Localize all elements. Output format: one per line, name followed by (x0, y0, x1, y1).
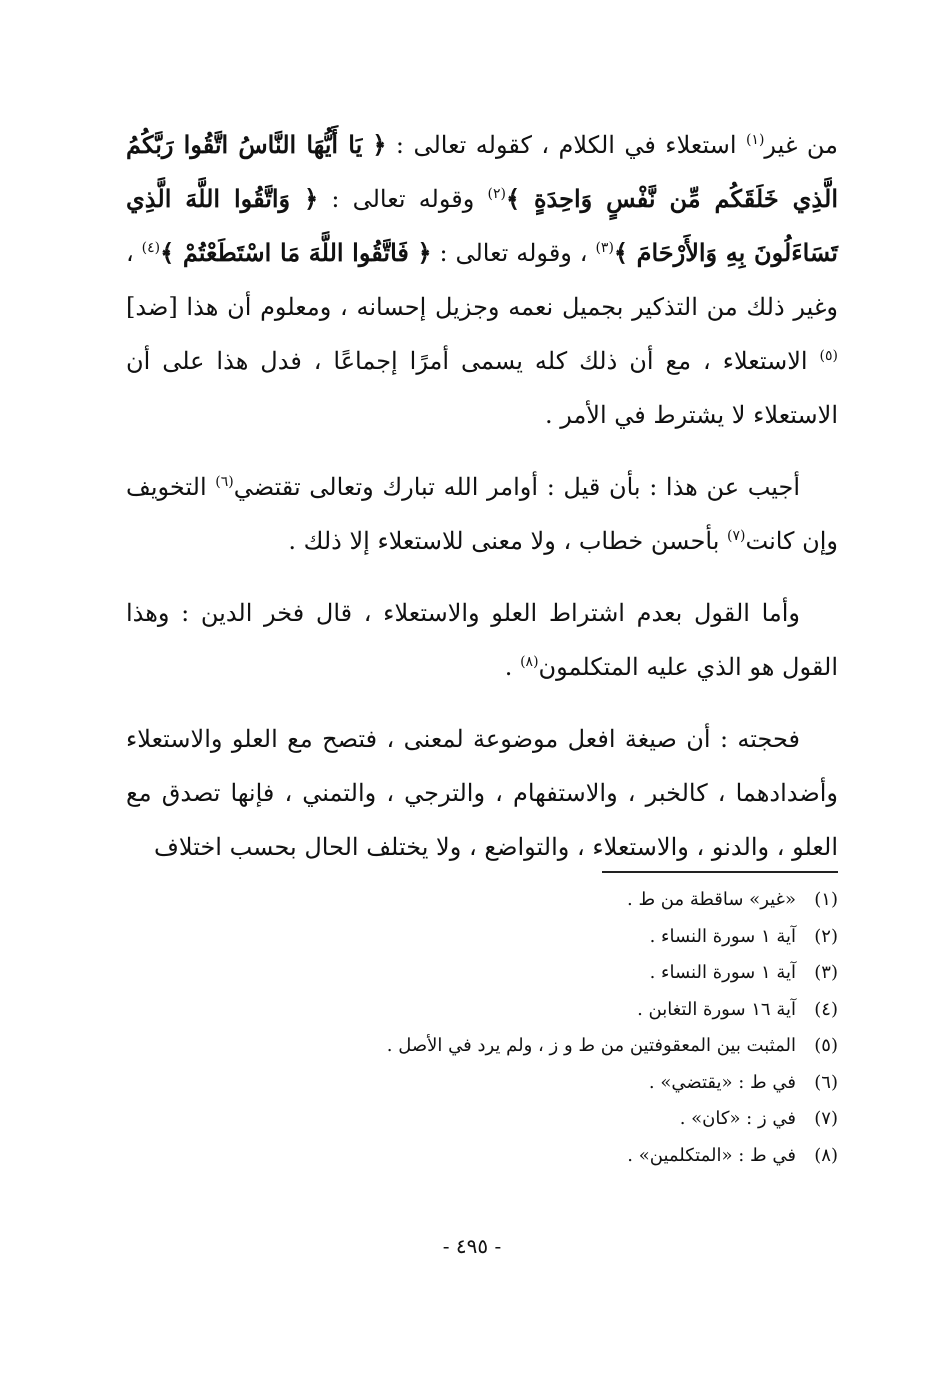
text-segment: الاستعلاء ، مع أن ذلك كله يسمى أمرًا إجماعًا ، فدل هذا على أن الاستعلاء لا يشترط في الأمر . (126, 347, 838, 429)
footnote-text: في ط : «يقتضي» . (648, 1071, 796, 1093)
footnote-number: (٣) (814, 962, 838, 983)
footnote-text: آية ١ سورة النساء . (649, 962, 796, 983)
text-segment: وأما القول بعدم اشتراط العلو والاستعلاء ، قال فخر الدين : وهذا القول هو الذي عليه المتكلمون (126, 599, 838, 681)
text-segment: التخويف وإن كانت (126, 473, 838, 555)
footnote-ref: (٥) (819, 348, 838, 364)
page-number: - ٤٩٥ - (442, 1234, 502, 1258)
text-segment: ، وقوله تعالى : (431, 239, 596, 267)
footnote-separator (602, 871, 838, 873)
footnote-item (138, 1065, 838, 1102)
footnote-number: (٧) (814, 1108, 838, 1129)
main-text (126, 118, 838, 892)
paragraph (126, 586, 838, 694)
footnote-text: آية ١٦ سورة التغابن . (637, 998, 796, 1020)
footnote-number: (٥) (814, 1035, 838, 1056)
text-segment: ، وغير ذلك من التذكير بجميل نعمه وجزيل إحسانه ، ومعلوم أن هذا [ضد] (126, 239, 838, 321)
footnote-item (138, 919, 838, 956)
footnote-ref: (٣) (595, 240, 614, 256)
footnote-ref: (٤) (141, 240, 161, 256)
quran-verse: ﴿ يَا أَيُّهَا النَّاسُ اتَّقُوا رَبَّكُمُ الَّذِي خَلَقَكُم مِّن نَّفْسٍ وَاحِدَةٍ ﴾ (126, 130, 838, 213)
text-segment: فحجته : أن صيغة افعل موضوعة لمعنى ، فتصح مع العلو والاستعلاء وأضدادهما ، كالخبر ، والاستفهام ، والترجي ، والتمني ، فإنها تصدق مع العلو ، والدنو ، والاستعلاء ، والتواضع ، ولا يختلف الحال بحسب اختلاف (126, 725, 838, 861)
paragraph (126, 712, 838, 874)
footnote-ref: (٦) (215, 474, 234, 490)
footnote-number: (٦) (814, 1071, 838, 1093)
footnotes-list (138, 882, 838, 1174)
text-segment: أجيب عن هذا : بأن قيل : أوامر الله تبارك وتعالى تقتضي (233, 473, 801, 501)
text-segment: . (504, 653, 521, 681)
text-segment: بأحسن خطاب ، ولا معنى للاستعلاء إلا ذلك . (288, 527, 728, 555)
footnote-item (138, 1028, 838, 1065)
footnote-ref: (٧) (727, 528, 746, 544)
footnote-item (138, 1138, 838, 1175)
footnote-number: (٢) (814, 925, 838, 947)
footnote-text: «غير» ساقطة من ط . (627, 889, 796, 910)
footnote-item (138, 992, 838, 1029)
text-segment: من غير (764, 131, 839, 159)
paragraph (126, 118, 838, 442)
footnote-text: في ز : «كان» . (679, 1108, 796, 1129)
paragraph (126, 460, 838, 568)
footnote-text: في ط : «المتكلمين» . (627, 1144, 796, 1166)
footnote-ref: (٨) (520, 654, 539, 670)
footnote-ref: (١) (745, 132, 765, 148)
footnote-item (138, 882, 838, 919)
text-segment: استعلاء في الكلام ، كقوله تعالى : (386, 131, 746, 159)
footnote-text: المثبت بين المعقوفتين من ط و ز ، ولم يرد في الأصل . (386, 1035, 796, 1056)
quran-verse: ﴿ وَاتَّقُوا اللَّهَ الَّذِي تَسَاءَلُونَ بِهِ وَالأَرْحَامَ ﴾ (126, 184, 838, 267)
footnote-item (138, 955, 838, 992)
text-segment: وقوله تعالى : (318, 185, 488, 213)
footnote-item (138, 1101, 838, 1138)
footnote-number: (٤) (814, 998, 838, 1020)
quran-verse: ﴿ فَاتَّقُوا اللَّهَ مَا اسْتَطَعْتُمْ ﴾ (160, 238, 432, 267)
footnote-text: آية ١ سورة النساء . (649, 925, 796, 947)
footnote-number: (١) (814, 889, 838, 910)
footnote-number: (٨) (814, 1144, 838, 1166)
footnote-ref: (٢) (487, 186, 506, 202)
